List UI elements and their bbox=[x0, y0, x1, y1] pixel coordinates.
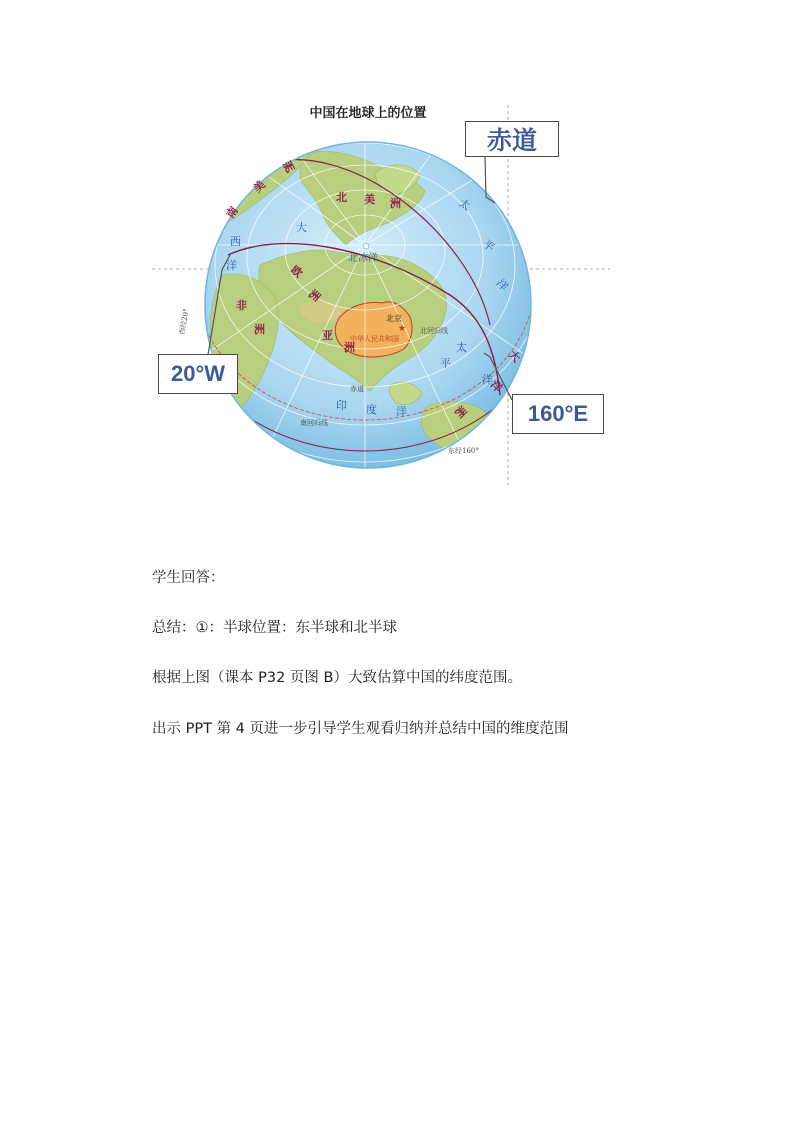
label-africa-1: 非 bbox=[236, 299, 247, 312]
label-indian-1: 印 bbox=[336, 399, 347, 412]
label-atlantic-3: 洋 bbox=[226, 259, 237, 272]
beijing-star-icon: ★ bbox=[398, 324, 407, 334]
label-pacific-lower-1: 太 bbox=[456, 341, 467, 354]
callout-20w: 20°W bbox=[158, 354, 238, 394]
label-pacific-1: 太 bbox=[456, 196, 473, 214]
figure-title: 中国在地球上的位置 bbox=[309, 106, 427, 121]
label-asia-1: 亚 bbox=[322, 329, 333, 342]
label-south-america-3: 洲 bbox=[281, 158, 298, 176]
label-north-america-3: 洲 bbox=[390, 197, 401, 210]
label-oceania-2: 洋 bbox=[487, 377, 505, 395]
label-north-america-1: 北 bbox=[336, 191, 347, 204]
label-europe-1: 欧 bbox=[288, 263, 305, 281]
label-atlantic-2: 西 bbox=[230, 235, 241, 248]
label-pacific-3: 洋 bbox=[493, 276, 511, 294]
label-pacific-lower-3: 洋 bbox=[482, 373, 493, 386]
label-europe-2: 洲 bbox=[306, 287, 323, 305]
north-pole-marker bbox=[363, 243, 369, 249]
label-pacific-2: 平 bbox=[480, 237, 497, 255]
label-atlantic-1: 大 bbox=[296, 221, 307, 234]
label-north-america-2: 美 bbox=[364, 193, 375, 206]
callout-equator: 赤道 bbox=[465, 121, 559, 157]
label-west20-small: 西经20° bbox=[178, 307, 191, 336]
label-indian-3: 洋 bbox=[396, 405, 407, 418]
paragraph-ppt: 出示 PPT 第 4 页进一步引导学生观看归纳并总结中国的维度范围 bbox=[152, 721, 569, 737]
label-pacific-lower-2: 平 bbox=[440, 357, 451, 370]
label-south-america-2: 美 bbox=[250, 178, 268, 196]
label-africa-2: 洲 bbox=[254, 323, 265, 336]
label-oceania-3: 洲 bbox=[451, 403, 469, 421]
label-beijing: 北京 bbox=[386, 314, 402, 323]
label-east160-small: 东经160° bbox=[448, 447, 479, 455]
label-equator-small: 赤道 bbox=[350, 385, 364, 393]
label-arctic: 北冰洋 bbox=[348, 253, 378, 264]
label-asia-2: 洲 bbox=[344, 341, 355, 354]
paragraph-estimate: 根据上图（课本 P32 页图 B）大致估算中国的纬度范围。 bbox=[152, 670, 522, 686]
label-tropic-south: 南回归线 bbox=[300, 419, 328, 427]
label-indian-2: 度 bbox=[366, 403, 377, 416]
label-oceania-1: 大 bbox=[505, 347, 523, 365]
label-china: 中华人民共和国 bbox=[350, 335, 399, 343]
paragraph-student-answer: 学生回答： bbox=[152, 570, 225, 586]
paragraph-summary: 总结：①：半球位置：东半球和北半球 bbox=[152, 620, 397, 636]
label-south-america-1: 南 bbox=[223, 204, 241, 221]
label-tropic-north: 北回归线 bbox=[420, 327, 448, 335]
callout-160e: 160°E bbox=[512, 394, 604, 434]
